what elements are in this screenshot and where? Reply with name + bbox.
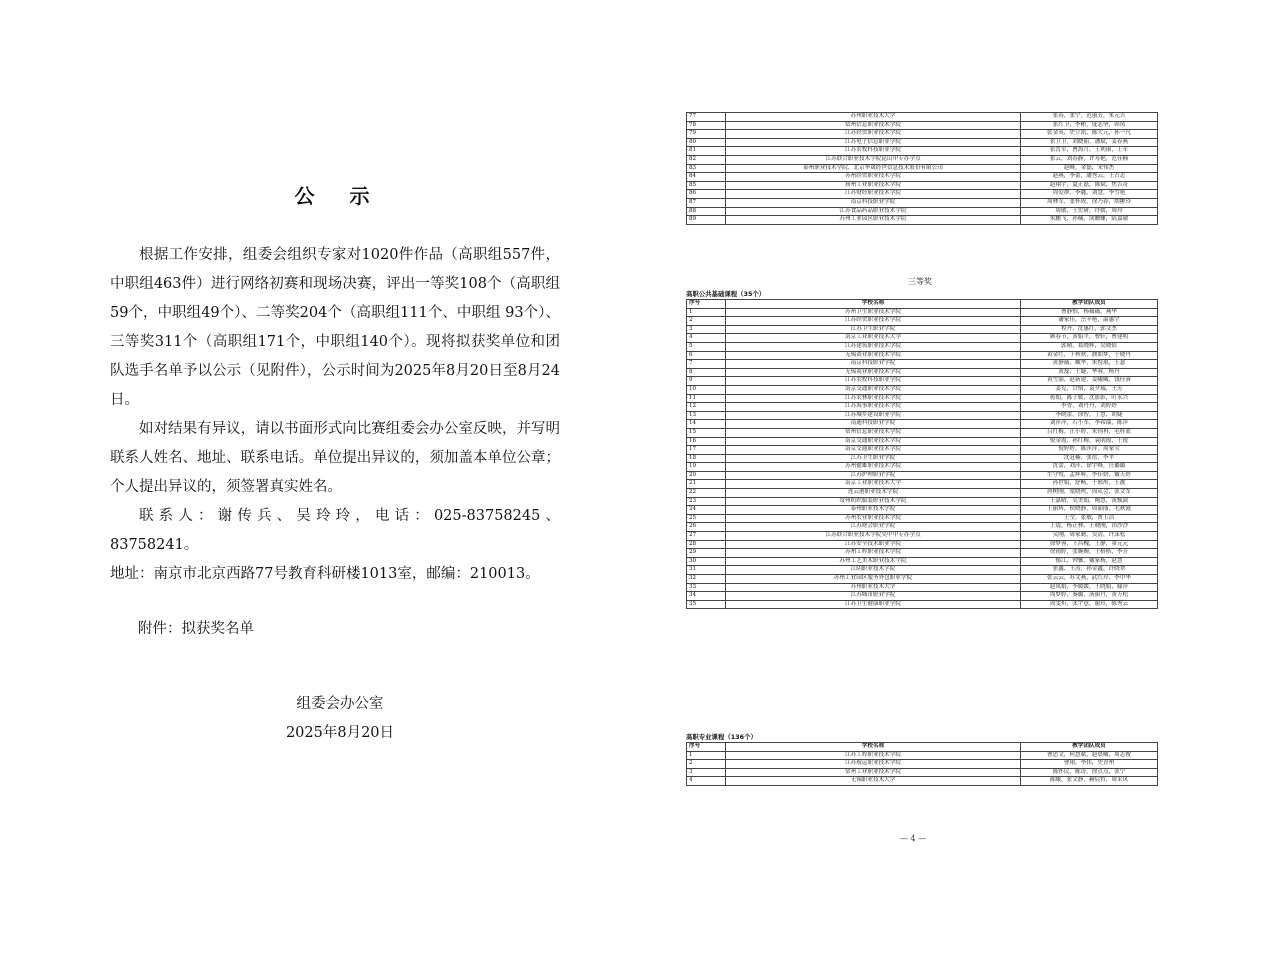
row-team: 王震，杨正林，王晓刚，田沙沙 [1021,523,1158,532]
row-school: 苏州工业园区职业技术学院 [726,216,1021,225]
row-team: 张鑫，王涛，孙金鑫，许晓翠 [1021,566,1158,575]
table-row [687,600,1158,609]
row-school: 苏州工艺美术职业技术学院 [726,557,1021,566]
row-team: 曹翔，李伟，史青州 [1021,760,1158,769]
header-school: 学校名称 [726,743,1021,752]
row-school: 常州工业职业技术学院 [726,768,1021,777]
row-team: 朱鹏飞，孙楠，成姗姗，陆嘉瑜 [1021,216,1158,225]
row-index: 3 [687,325,726,334]
row-school: 江苏农牧科技职业学院 [726,377,1021,386]
notice-signature [220,690,460,748]
category-heading: 高职公共基础课程（35个） [686,290,766,298]
notice-date: 2025年8月20日 [285,725,395,741]
row-index: 24 [687,506,726,515]
table-row [687,360,1158,369]
table-row [687,566,1158,575]
row-school: 南京科技职业学院 [726,360,1021,369]
row-index: 25 [687,514,726,523]
award-table-continued [686,112,1158,225]
row-index: 23 [687,497,726,506]
row-index: 10 [687,385,726,394]
table-row [687,428,1158,437]
table-row [687,523,1158,532]
row-index: 8 [687,368,726,377]
row-school: 苏州职业技术大学 [726,583,1021,592]
table-row [687,420,1158,429]
row-school: 无锡商业职业技术学院 [726,351,1021,360]
notice-page [110,180,560,748]
row-index: 7 [687,360,726,369]
row-school: 江苏工程职业技术学院 [726,751,1021,760]
row-team: 姜克，甘怡，袁夕瑞，王芳 [1021,385,1158,394]
row-index: 2 [687,317,726,326]
row-index: 4 [687,334,726,343]
row-team: 刘萍萍，石小军，李希瑞，陈萍 [1021,420,1158,429]
row-team: 张晋军，曹海月，王利丽，王军 [1021,147,1158,156]
table-row [687,181,1158,190]
row-school: 常州纺织服装职业技术学院 [726,497,1021,506]
row-team: 陈曦，张文静，赫宸哲，周采风 [1021,777,1158,786]
table-row [687,334,1158,343]
table-row [687,342,1158,351]
row-index: 15 [687,428,726,437]
row-team: 徐梦蓉，王昌槐，王静，童元元 [1021,540,1158,549]
table-row [687,471,1158,480]
row-team: 周爱群，李鑫，刘慧，李雪艳 [1021,190,1158,199]
row-index: 34 [687,592,726,601]
row-team: 王嘉晴，吴美娟，陶慧，黄甄淑 [1021,497,1158,506]
award-table-professional [686,742,1158,786]
row-team: 徐雨婷，张婉婉，王格格，李芳 [1021,549,1158,558]
row-team: 赵翔宇，夏正磊，陈斌，焦吉奇 [1021,181,1158,190]
row-index: 11 [687,394,726,403]
notice-address: 地址：南京市北京西路77号教育科研楼1013室，邮编：210013。 [110,566,540,582]
continued-table-section [686,112,1154,225]
table-row [687,454,1158,463]
table-header-row [687,300,1158,309]
table-row [687,575,1158,584]
row-index: 80 [687,138,726,147]
row-school: 南京交通职业技术学院 [726,446,1021,455]
row-school: 江苏联合职业技术学院昆山中专办学点 [726,155,1021,164]
table-row [687,113,1158,122]
row-index: 33 [687,583,726,592]
row-team: 曹静怡，杨薇薇，燕华 [1021,308,1158,317]
table-row [687,385,1158,394]
table-row [687,583,1158,592]
row-index: 20 [687,471,726,480]
row-index: 18 [687,454,726,463]
row-school: 苏州健雄职业技术学院 [726,463,1021,472]
row-team: 赵凤娟，李媛媛，王晓娟，滕萍 [1021,583,1158,592]
table-row [687,777,1158,786]
row-school: 江苏农林职业技术学院 [726,394,1021,403]
row-index: 84 [687,173,726,182]
row-school: 江苏城乡建设职业学院 [726,411,1021,420]
row-school: 江苏财会职业学院 [726,523,1021,532]
row-school: 无锡商业职业技术学院 [726,368,1021,377]
row-school: 连云港职业技术学院 [726,489,1021,498]
row-team: 吕红梅，汪小婷，朱钧冉，毛桂蓝 [1021,428,1158,437]
table-row [687,173,1158,182]
table-row [687,760,1158,769]
row-index: 32 [687,575,726,584]
table-row [687,403,1158,412]
row-team: 潘家佳，岳辛艳，温惠宇 [1021,317,1158,326]
row-school: 江苏卫生职业学院 [726,325,1021,334]
public-course-section [686,289,1154,609]
table-row [687,121,1158,130]
row-school: 江苏建筑职业技术学院 [726,342,1021,351]
row-index: 29 [687,549,726,558]
page-number: — 4 — [900,834,927,843]
row-school: 常州信息职业技术学院 [726,121,1021,130]
row-team: 沈蕾，刘萍，徐宇峰，汪璐璐 [1021,463,1158,472]
row-school: 江苏经贸职业技术学院 [726,130,1021,139]
table-row [687,463,1158,472]
row-team: 周敏，王宏研，许媛，周玲 [1021,207,1158,216]
table-row [687,190,1158,199]
row-index: 82 [687,155,726,164]
row-school: 南京工业职业技术大学 [726,480,1021,489]
row-school: 江苏航运职业技术学院 [726,760,1021,769]
header-team: 教学团队成员 [1021,743,1158,752]
row-team: 李晓蕾，徐智，丁慧，胡婕 [1021,411,1158,420]
row-school: 江苏财经职业技术学院 [726,190,1021,199]
row-index: 9 [687,377,726,386]
row-team: 王丽辉，侯晓静，周丽丽，毛秋霞 [1021,506,1158,515]
row-index: 4 [687,777,726,786]
table-row [687,325,1158,334]
notice-contact: 联系人：谢传兵、吴玲玲，电话：025-83758245、83758241。 [110,508,560,553]
table-row [687,147,1158,156]
table-row [687,480,1158,489]
row-team: 倪金霞，孙红梅，袁明霞，王锐 [1021,437,1158,446]
header-index: 序号 [687,743,726,752]
table-row [687,506,1158,515]
row-index: 2 [687,760,726,769]
row-school: 江苏卫生职业学院 [726,454,1021,463]
row-school: 南京科技职业学院 [726,198,1021,207]
category-heading: 高职专业课程（136个） [686,733,757,741]
table-row [687,198,1158,207]
row-index: 88 [687,207,726,216]
table-row [687,540,1158,549]
row-school: 江苏安全技术职业学院 [726,540,1021,549]
notice-attachment: 附件：拟获奖名单 [138,621,254,637]
row-team: 唐树刚，梁晓鸣，周从会，张文军 [1021,489,1158,498]
row-team: 黄金红，于秋秋，濮如梦，于晓丹 [1021,351,1158,360]
row-index: 28 [687,540,726,549]
row-team: 陈怀民，陈涛，徐点点，张宁 [1021,768,1158,777]
third-prize-heading: 三等奖 [908,277,932,286]
row-index: 3 [687,768,726,777]
row-school: 江苏卫生健康职业学院 [726,600,1021,609]
header-school: 学校名称 [726,300,1021,309]
table-row [687,317,1158,326]
row-index: 85 [687,181,726,190]
row-school: 江苏电子信息职业学院 [726,138,1021,147]
row-team: 黄磊，王婕，华蓉，杨丹 [1021,368,1158,377]
row-team: 顾春节，黄娟平，曹轩，曹建明 [1021,334,1158,343]
row-index: 12 [687,403,726,412]
row-school: 南通科技职业学院 [726,420,1021,429]
table-row [687,768,1158,777]
row-team: 孙世娟，舒畅，于邢彤，王靓 [1021,480,1158,489]
row-team: 生守悦，孟辉辉，李佳妍，戴天婷 [1021,471,1158,480]
row-school: 南京交通职业技术学院 [726,437,1021,446]
row-index: 1 [687,308,726,317]
notice-paragraph-2: 如对结果有异议，请以书面形式向比赛组委会办公室反映，并写明联系人姓名、地址、联系电话。单位提出异议的，须加盖本单位公章；个人提出异议的，须签署真实姓名。 [110,421,560,495]
table-row [687,489,1158,498]
table-row [687,549,1158,558]
notice-title: 公 示 [294,184,384,208]
row-index: 89 [687,216,726,225]
row-school: 苏州工程职业技术学院 [726,549,1021,558]
row-team: 沈冠楠，张蓓，李平 [1021,454,1158,463]
row-team: 李香，刘丹丹，刘婷婷 [1021,403,1158,412]
row-team: 张金英，史立凯，陈大元，孙一凡 [1021,130,1158,139]
row-school: 江苏城市职业学院 [726,592,1021,601]
professional-course-section [686,732,1154,786]
row-school: 苏州经贸职业技术学院 [726,173,1021,182]
table-row [687,532,1158,541]
header-index: 序号 [687,300,726,309]
row-index: 17 [687,446,726,455]
row-school: 江苏食品药品职业技术学院 [726,207,1021,216]
table-row [687,130,1158,139]
row-team: 郭晴，葛晓辉，吴晓倩 [1021,342,1158,351]
table-header-row [687,743,1158,752]
row-team: 张卫卫，刘晓丽，潘斌，姜春燕 [1021,138,1158,147]
table-row [687,138,1158,147]
row-index: 26 [687,523,726,532]
row-team: 郁江，钟馨，戴家杨，赵慧 [1021,557,1158,566]
row-school: 无锡职业技术大学 [726,777,1021,786]
row-index: 22 [687,489,726,498]
table-row [687,592,1158,601]
row-school: 江阴职业技术学院 [726,566,1021,575]
row-index: 6 [687,351,726,360]
row-index: 27 [687,532,726,541]
row-index: 14 [687,420,726,429]
row-school: 南京交通职业技术学院 [726,385,1021,394]
table-row [687,377,1158,386]
row-index: 21 [687,480,726,489]
table-row [687,351,1158,360]
table-row [687,368,1158,377]
row-team: 蒋娟，陈子媛，沈影影，叮永兴 [1021,394,1158,403]
row-index: 19 [687,463,726,472]
row-school: 泰州职业技术学院 [726,506,1021,515]
row-team: 黄静薇，臧华，朱悦琨，王瑟 [1021,360,1158,369]
row-index: 77 [687,113,726,122]
row-index: 83 [687,164,726,173]
row-school: 南京工业职业技术大学 [726,334,1021,343]
table-row [687,155,1158,164]
row-team: 张云云，苏文燕，武红玲，李中华 [1021,575,1158,584]
table-row [687,216,1158,225]
table-row [687,751,1158,760]
row-team: 张春，张宁，范丽芳，朱元吉 [1021,113,1158,122]
table-row [687,497,1158,506]
notice-paragraph-1: 根据工作安排，组委会组织专家对1020件作品（高职组557件，中职组463件）进行网络初赛和现场决赛，评出一等奖108个（高职组59个，中职组49个）、二等奖204个（高职组111个、中职组 93个）、三等奖311个（高职组171个，中职组140个）。现将拟获奖单位和团队选手名单予以公示（见附件），公示时间为2025年8月20日至8月24日。 [110,247,560,408]
row-index: 31 [687,566,726,575]
row-school: 苏州职业技术大学 [726,113,1021,122]
row-school: 江苏海事职业技术学院 [726,403,1021,412]
row-team: 倪婷婷，陈萍萍，周家宝 [1021,446,1158,455]
table-row [687,514,1158,523]
row-index: 30 [687,557,726,566]
row-school: 苏州农业职业技术学院 [726,514,1021,523]
row-team: 周梦婷，秦璐，汤丽丹，黄万松 [1021,592,1158,601]
row-school: 泰州职业技术学院，北京华晟经世信息技术股份有限公司 [726,164,1021,173]
row-team: 张云，刘春静，许寿艳，范佳楠 [1021,155,1158,164]
row-school: 苏州卫生职业技术学院 [726,308,1021,317]
row-index: 86 [687,190,726,199]
row-team: 王莹，张敏，贾玉洁 [1021,514,1158,523]
award-table-public [686,299,1158,609]
row-school: 扬州工业职业技术学院 [726,181,1021,190]
row-index: 79 [687,130,726,139]
row-index: 16 [687,437,726,446]
table-row [687,411,1158,420]
row-team: 赵燕，李蕾，潘秀云，王占志 [1021,173,1158,182]
table-row [687,437,1158,446]
row-team: 周雯炘，张宇意，谢玲，陈秀云 [1021,600,1158,609]
row-school: 苏州工业园区服务外包职业学院 [726,575,1021,584]
table-row [687,394,1158,403]
row-index: 87 [687,198,726,207]
row-team: 程丹，沈惠红，郭文杰 [1021,325,1158,334]
row-team: 曹思文，何慧斌，赵晨曦，周志俊 [1021,751,1158,760]
row-team: 张红卫，李彬，庞志坚，韩凤 [1021,121,1158,130]
table-row [687,207,1158,216]
row-school: 江苏联合职业技术学院吴中中专办学点 [726,532,1021,541]
row-index: 35 [687,600,726,609]
row-school: 江苏农牧科技职业学院 [726,147,1021,156]
row-team: 赵峰，金磊，宋伟杰 [1021,164,1158,173]
header-team: 教学团队成员 [1021,300,1158,309]
row-school: 江苏护理职业学院 [726,471,1021,480]
row-team: 黄雪丽，赵新建，姜曦曦，钱佳蓉 [1021,377,1158,386]
table-row [687,446,1158,455]
row-index: 81 [687,147,726,156]
row-index: 13 [687,411,726,420]
notice-signer: 组委会办公室 [296,696,384,712]
table-row [687,308,1158,317]
row-school: 江苏经贸职业技术学院 [726,317,1021,326]
table-row [687,164,1158,173]
row-school: 常州信息职业技术学院 [726,428,1021,437]
table-row [687,557,1158,566]
row-team: 周林军，张怀成，徐乃春，胡翀玲 [1021,198,1158,207]
row-team: 吴刚，周家勤，吴清，许沫松 [1021,532,1158,541]
row-index: 1 [687,751,726,760]
row-index: 5 [687,342,726,351]
row-index: 78 [687,121,726,130]
